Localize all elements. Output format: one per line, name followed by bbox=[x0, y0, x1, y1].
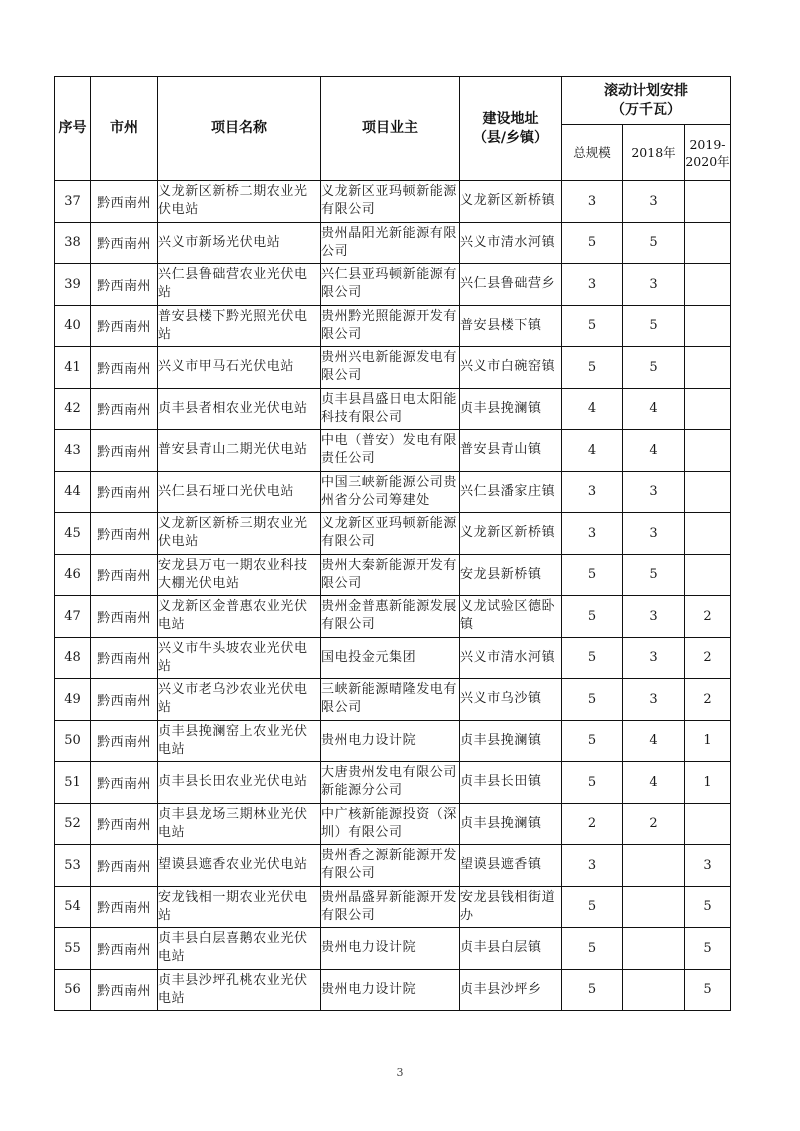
cell-seq: 47 bbox=[55, 596, 91, 638]
cell-location: 安龙县新桥镇 bbox=[460, 554, 562, 596]
cell-total: 5 bbox=[562, 347, 623, 389]
header-seq: 序号 bbox=[55, 77, 91, 181]
cell-2019-2020 bbox=[685, 388, 731, 430]
cell-location: 普安县青山镇 bbox=[460, 430, 562, 472]
cell-seq: 54 bbox=[55, 886, 91, 928]
cell-seq: 39 bbox=[55, 264, 91, 306]
cell-total: 5 bbox=[562, 305, 623, 347]
cell-total: 3 bbox=[562, 471, 623, 513]
cell-total: 3 bbox=[562, 264, 623, 306]
cell-2018: 4 bbox=[623, 430, 685, 472]
header-plan-group bbox=[562, 77, 731, 125]
cell-total: 5 bbox=[562, 222, 623, 264]
header-total: 总规模 bbox=[562, 125, 623, 181]
cell-project-name: 兴仁县石垭口光伏电站 bbox=[158, 471, 321, 513]
cell-owner: 贞丰县昌盛日电太阳能科技有限公司 bbox=[321, 388, 460, 430]
cell-seq: 51 bbox=[55, 762, 91, 804]
table-row bbox=[55, 969, 731, 1011]
header-2019-line2: 2020年 bbox=[685, 153, 730, 169]
cell-project-name: 兴义市甲马石光伏电站 bbox=[158, 347, 321, 389]
cell-total: 5 bbox=[562, 886, 623, 928]
cell-2018: 4 bbox=[623, 762, 685, 804]
cell-owner: 义龙新区亚玛顿新能源有限公司 bbox=[321, 181, 460, 223]
cell-2019-2020: 5 bbox=[685, 886, 731, 928]
cell-total: 5 bbox=[562, 596, 623, 638]
cell-location: 贞丰县沙坪乡 bbox=[460, 969, 562, 1011]
cell-location: 义龙新区新桥镇 bbox=[460, 181, 562, 223]
cell-2019-2020 bbox=[685, 222, 731, 264]
cell-city: 黔西南州 bbox=[91, 513, 158, 555]
cell-project-name: 普安县楼下黔光照光伏电站 bbox=[158, 305, 321, 347]
cell-owner: 兴仁县亚玛顿新能源有限公司 bbox=[321, 264, 460, 306]
cell-seq: 56 bbox=[55, 969, 91, 1011]
cell-seq: 42 bbox=[55, 388, 91, 430]
cell-project-name: 兴义市牛头坡农业光伏电站 bbox=[158, 637, 321, 679]
cell-project-name: 义龙新区新桥二期农业光伏电站 bbox=[158, 181, 321, 223]
cell-location: 普安县楼下镇 bbox=[460, 305, 562, 347]
cell-city: 黔西南州 bbox=[91, 264, 158, 306]
cell-city: 黔西南州 bbox=[91, 305, 158, 347]
cell-project-name: 安龙县万屯一期农业科技大棚光伏电站 bbox=[158, 554, 321, 596]
header-plan-group-line2: （万千瓦） bbox=[611, 101, 681, 118]
cell-city: 黔西南州 bbox=[91, 430, 158, 472]
cell-owner: 贵州晶阳光新能源有限公司 bbox=[321, 222, 460, 264]
cell-location: 义龙试验区德卧镇 bbox=[460, 596, 562, 638]
table-row bbox=[55, 803, 731, 845]
cell-location: 兴义市清水河镇 bbox=[460, 222, 562, 264]
cell-seq: 48 bbox=[55, 637, 91, 679]
header-location-line2: （县/乡镇） bbox=[472, 129, 549, 146]
cell-2018: 3 bbox=[623, 513, 685, 555]
cell-city: 黔西南州 bbox=[91, 886, 158, 928]
cell-2019-2020 bbox=[685, 264, 731, 306]
cell-project-name: 望谟县遮香农业光伏电站 bbox=[158, 845, 321, 887]
cell-city: 黔西南州 bbox=[91, 554, 158, 596]
cell-location: 贞丰县挽澜镇 bbox=[460, 803, 562, 845]
cell-2018: 2 bbox=[623, 803, 685, 845]
cell-total: 5 bbox=[562, 554, 623, 596]
cell-location: 望谟县遮香镇 bbox=[460, 845, 562, 887]
cell-2019-2020 bbox=[685, 305, 731, 347]
solar-project-plan-table bbox=[54, 76, 731, 1011]
cell-city: 黔西南州 bbox=[91, 928, 158, 970]
cell-2019-2020 bbox=[685, 803, 731, 845]
cell-project-name: 贞丰县者相农业光伏电站 bbox=[158, 388, 321, 430]
cell-city: 黔西南州 bbox=[91, 181, 158, 223]
header-city: 市州 bbox=[91, 77, 158, 181]
cell-owner: 贵州电力设计院 bbox=[321, 928, 460, 970]
cell-2019-2020 bbox=[685, 513, 731, 555]
cell-total: 3 bbox=[562, 513, 623, 555]
cell-location: 贞丰县挽澜镇 bbox=[460, 388, 562, 430]
table-row bbox=[55, 347, 731, 389]
cell-2019-2020: 1 bbox=[685, 720, 731, 762]
header-2018: 2018年 bbox=[623, 125, 685, 181]
cell-seq: 55 bbox=[55, 928, 91, 970]
header-owner: 项目业主 bbox=[321, 77, 460, 181]
header-2019-2020 bbox=[685, 125, 731, 181]
cell-project-name: 贞丰县挽澜窑上农业光伏电站 bbox=[158, 720, 321, 762]
cell-location: 兴义市白碗窑镇 bbox=[460, 347, 562, 389]
header-2019-line1: 2019- bbox=[689, 136, 726, 152]
cell-project-name: 兴义市老乌沙农业光伏电站 bbox=[158, 679, 321, 721]
cell-project-name: 义龙新区金普惠农业光伏电站 bbox=[158, 596, 321, 638]
table-row bbox=[55, 471, 731, 513]
cell-total: 4 bbox=[562, 388, 623, 430]
cell-project-name: 贞丰县长田农业光伏电站 bbox=[158, 762, 321, 804]
table-header bbox=[55, 77, 731, 181]
table-row bbox=[55, 264, 731, 306]
cell-2019-2020: 2 bbox=[685, 679, 731, 721]
cell-2018: 3 bbox=[623, 596, 685, 638]
cell-project-name: 兴仁县鲁础营农业光伏电站 bbox=[158, 264, 321, 306]
table-row bbox=[55, 845, 731, 887]
cell-project-name: 兴义市新场光伏电站 bbox=[158, 222, 321, 264]
header-location bbox=[460, 77, 562, 181]
cell-total: 5 bbox=[562, 969, 623, 1011]
cell-owner: 中广核新能源投资（深圳）有限公司 bbox=[321, 803, 460, 845]
cell-2018: 3 bbox=[623, 471, 685, 513]
cell-2018 bbox=[623, 928, 685, 970]
cell-city: 黔西南州 bbox=[91, 388, 158, 430]
cell-owner: 中国三峡新能源公司贵州省分公司筹建处 bbox=[321, 471, 460, 513]
cell-2018: 5 bbox=[623, 305, 685, 347]
cell-seq: 43 bbox=[55, 430, 91, 472]
cell-2019-2020 bbox=[685, 430, 731, 472]
cell-owner: 贵州金普惠新能源发展有限公司 bbox=[321, 596, 460, 638]
cell-2018: 3 bbox=[623, 264, 685, 306]
cell-2018: 5 bbox=[623, 554, 685, 596]
cell-owner: 大唐贵州发电有限公司新能源分公司 bbox=[321, 762, 460, 804]
cell-seq: 41 bbox=[55, 347, 91, 389]
cell-project-name: 安龙钱相一期农业光伏电站 bbox=[158, 886, 321, 928]
cell-2019-2020: 2 bbox=[685, 637, 731, 679]
cell-city: 黔西南州 bbox=[91, 845, 158, 887]
table-row bbox=[55, 222, 731, 264]
cell-total: 5 bbox=[562, 762, 623, 804]
cell-total: 5 bbox=[562, 637, 623, 679]
cell-city: 黔西南州 bbox=[91, 471, 158, 513]
cell-2019-2020: 5 bbox=[685, 969, 731, 1011]
cell-2018: 4 bbox=[623, 720, 685, 762]
cell-project-name: 普安县青山二期光伏电站 bbox=[158, 430, 321, 472]
table-body bbox=[55, 181, 731, 1011]
cell-2019-2020 bbox=[685, 554, 731, 596]
table-row bbox=[55, 430, 731, 472]
cell-2018 bbox=[623, 886, 685, 928]
table-row bbox=[55, 720, 731, 762]
cell-city: 黔西南州 bbox=[91, 596, 158, 638]
cell-2019-2020 bbox=[685, 347, 731, 389]
cell-location: 贞丰县白层镇 bbox=[460, 928, 562, 970]
cell-total: 4 bbox=[562, 430, 623, 472]
cell-location: 兴仁县鲁础营乡 bbox=[460, 264, 562, 306]
cell-owner: 贵州兴电新能源发电有限公司 bbox=[321, 347, 460, 389]
cell-project-name: 贞丰县白层喜鹅农业光伏电站 bbox=[158, 928, 321, 970]
cell-total: 5 bbox=[562, 679, 623, 721]
cell-seq: 45 bbox=[55, 513, 91, 555]
cell-owner: 贵州香之源新能源开发有限公司 bbox=[321, 845, 460, 887]
cell-seq: 38 bbox=[55, 222, 91, 264]
cell-2019-2020: 2 bbox=[685, 596, 731, 638]
table-row bbox=[55, 305, 731, 347]
page-number: 3 bbox=[396, 1066, 404, 1079]
cell-2018 bbox=[623, 845, 685, 887]
table-row bbox=[55, 928, 731, 970]
cell-seq: 37 bbox=[55, 181, 91, 223]
table-row bbox=[55, 886, 731, 928]
header-plan-group-line1: 滚动计划安排 bbox=[604, 82, 688, 99]
cell-owner: 贵州黔光照能源开发有限公司 bbox=[321, 305, 460, 347]
cell-2019-2020: 1 bbox=[685, 762, 731, 804]
header-project-name: 项目名称 bbox=[158, 77, 321, 181]
table-row bbox=[55, 637, 731, 679]
cell-location: 贞丰县挽澜镇 bbox=[460, 720, 562, 762]
cell-2019-2020: 5 bbox=[685, 928, 731, 970]
cell-city: 黔西南州 bbox=[91, 762, 158, 804]
cell-city: 黔西南州 bbox=[91, 679, 158, 721]
cell-owner: 贵州晶盛昇新能源开发有限公司 bbox=[321, 886, 460, 928]
cell-seq: 40 bbox=[55, 305, 91, 347]
table-row bbox=[55, 596, 731, 638]
cell-city: 黔西南州 bbox=[91, 969, 158, 1011]
cell-location: 兴义市清水河镇 bbox=[460, 637, 562, 679]
cell-project-name: 义龙新区新桥三期农业光伏电站 bbox=[158, 513, 321, 555]
cell-2018: 5 bbox=[623, 222, 685, 264]
cell-owner: 义龙新区亚玛顿新能源有限公司 bbox=[321, 513, 460, 555]
cell-city: 黔西南州 bbox=[91, 803, 158, 845]
cell-2018: 5 bbox=[623, 347, 685, 389]
cell-total: 3 bbox=[562, 181, 623, 223]
cell-seq: 53 bbox=[55, 845, 91, 887]
table-row bbox=[55, 388, 731, 430]
cell-city: 黔西南州 bbox=[91, 347, 158, 389]
cell-location: 义龙新区新桥镇 bbox=[460, 513, 562, 555]
cell-owner: 贵州电力设计院 bbox=[321, 720, 460, 762]
cell-location: 兴仁县潘家庄镇 bbox=[460, 471, 562, 513]
cell-owner: 中电（普安）发电有限责任公司 bbox=[321, 430, 460, 472]
table-row bbox=[55, 181, 731, 223]
table-row bbox=[55, 554, 731, 596]
table-row bbox=[55, 679, 731, 721]
cell-project-name: 贞丰县龙场三期林业光伏电站 bbox=[158, 803, 321, 845]
cell-location: 兴义市乌沙镇 bbox=[460, 679, 562, 721]
header-location-line1: 建设地址 bbox=[482, 110, 539, 127]
cell-seq: 44 bbox=[55, 471, 91, 513]
cell-owner: 国电投金元集团 bbox=[321, 637, 460, 679]
cell-total: 5 bbox=[562, 720, 623, 762]
cell-location: 贞丰县长田镇 bbox=[460, 762, 562, 804]
cell-city: 黔西南州 bbox=[91, 720, 158, 762]
cell-2019-2020 bbox=[685, 181, 731, 223]
cell-location: 安龙县钱相街道办 bbox=[460, 886, 562, 928]
cell-2018: 3 bbox=[623, 679, 685, 721]
cell-owner: 贵州电力设计院 bbox=[321, 969, 460, 1011]
cell-2019-2020 bbox=[685, 471, 731, 513]
cell-owner: 三峡新能源晴隆发电有限公司 bbox=[321, 679, 460, 721]
cell-2018 bbox=[623, 969, 685, 1011]
cell-2018: 3 bbox=[623, 637, 685, 679]
cell-project-name: 贞丰县沙坪孔桃农业光伏电站 bbox=[158, 969, 321, 1011]
cell-seq: 49 bbox=[55, 679, 91, 721]
cell-seq: 46 bbox=[55, 554, 91, 596]
cell-total: 5 bbox=[562, 928, 623, 970]
cell-seq: 52 bbox=[55, 803, 91, 845]
table-row bbox=[55, 762, 731, 804]
cell-total: 3 bbox=[562, 845, 623, 887]
cell-total: 2 bbox=[562, 803, 623, 845]
cell-2019-2020: 3 bbox=[685, 845, 731, 887]
cell-owner: 贵州大秦新能源开发有限公司 bbox=[321, 554, 460, 596]
cell-city: 黔西南州 bbox=[91, 222, 158, 264]
table-row bbox=[55, 513, 731, 555]
cell-seq: 50 bbox=[55, 720, 91, 762]
cell-city: 黔西南州 bbox=[91, 637, 158, 679]
cell-2018: 4 bbox=[623, 388, 685, 430]
cell-2018: 3 bbox=[623, 181, 685, 223]
